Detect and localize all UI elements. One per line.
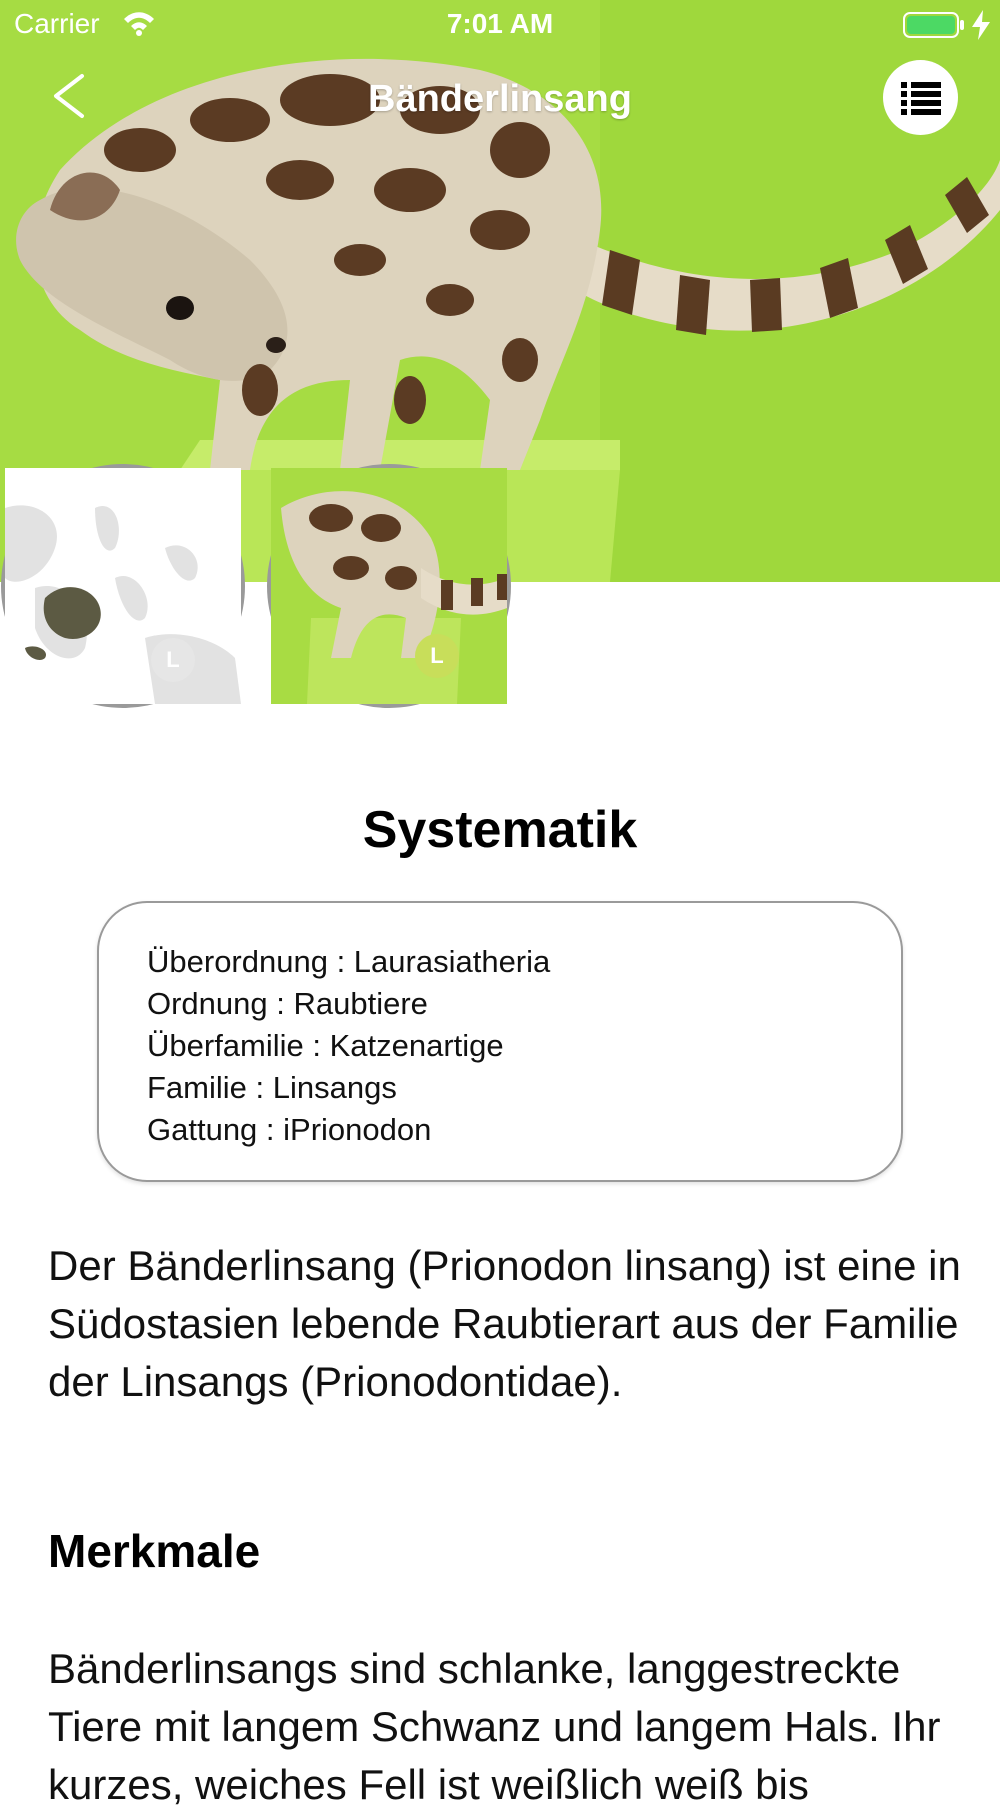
status-bar xyxy=(0,0,1000,50)
charging-bolt-icon xyxy=(970,10,992,40)
systematik-row: Ordnung : Raubtiere xyxy=(147,986,428,1021)
thumbnail-badge: L xyxy=(415,634,459,678)
merkmale-paragraph: Bänderlinsangs sind schlanke, langgestreckte Tiere mit langem Schwanz und langem Hals. Ihr kurzes, weiches Fell ist weißlich weiß bis xyxy=(48,1645,941,1808)
page-title: Bänderlinsang xyxy=(368,78,632,120)
distribution-map-image xyxy=(5,468,241,704)
carrier-label: Carrier xyxy=(14,8,100,39)
status-time: 7:01 AM xyxy=(446,8,554,39)
back-button[interactable] xyxy=(46,66,96,126)
merkmale-heading: Merkmale xyxy=(48,1525,261,1577)
battery-icon xyxy=(903,12,965,38)
intro-paragraph: Der Bänderlinsang (Prionodon linsang) ist eine in Südostasien lebende Raubtierart aus der Familie der Linsangs (Prionodontidae). xyxy=(48,1242,961,1405)
photo-thumbnail-image xyxy=(271,468,507,704)
systematik-heading: Systematik xyxy=(362,801,638,859)
systematik-row: Gattung : iPrionodon xyxy=(147,1112,432,1147)
photo-thumbnail[interactable] xyxy=(267,464,511,708)
distribution-map-thumbnail[interactable] xyxy=(1,464,245,708)
list-icon xyxy=(900,80,942,116)
systematik-row: Überordnung : Laurasiatheria xyxy=(147,944,551,979)
chevron-left-icon xyxy=(46,66,96,126)
thumbnail-badge: L xyxy=(151,638,195,682)
systematik-row: Familie : Linsangs xyxy=(147,1070,397,1105)
systematik-card xyxy=(97,901,903,1182)
systematik-row: Überfamilie : Katzenartige xyxy=(147,1028,504,1063)
list-menu-button[interactable] xyxy=(883,60,958,135)
